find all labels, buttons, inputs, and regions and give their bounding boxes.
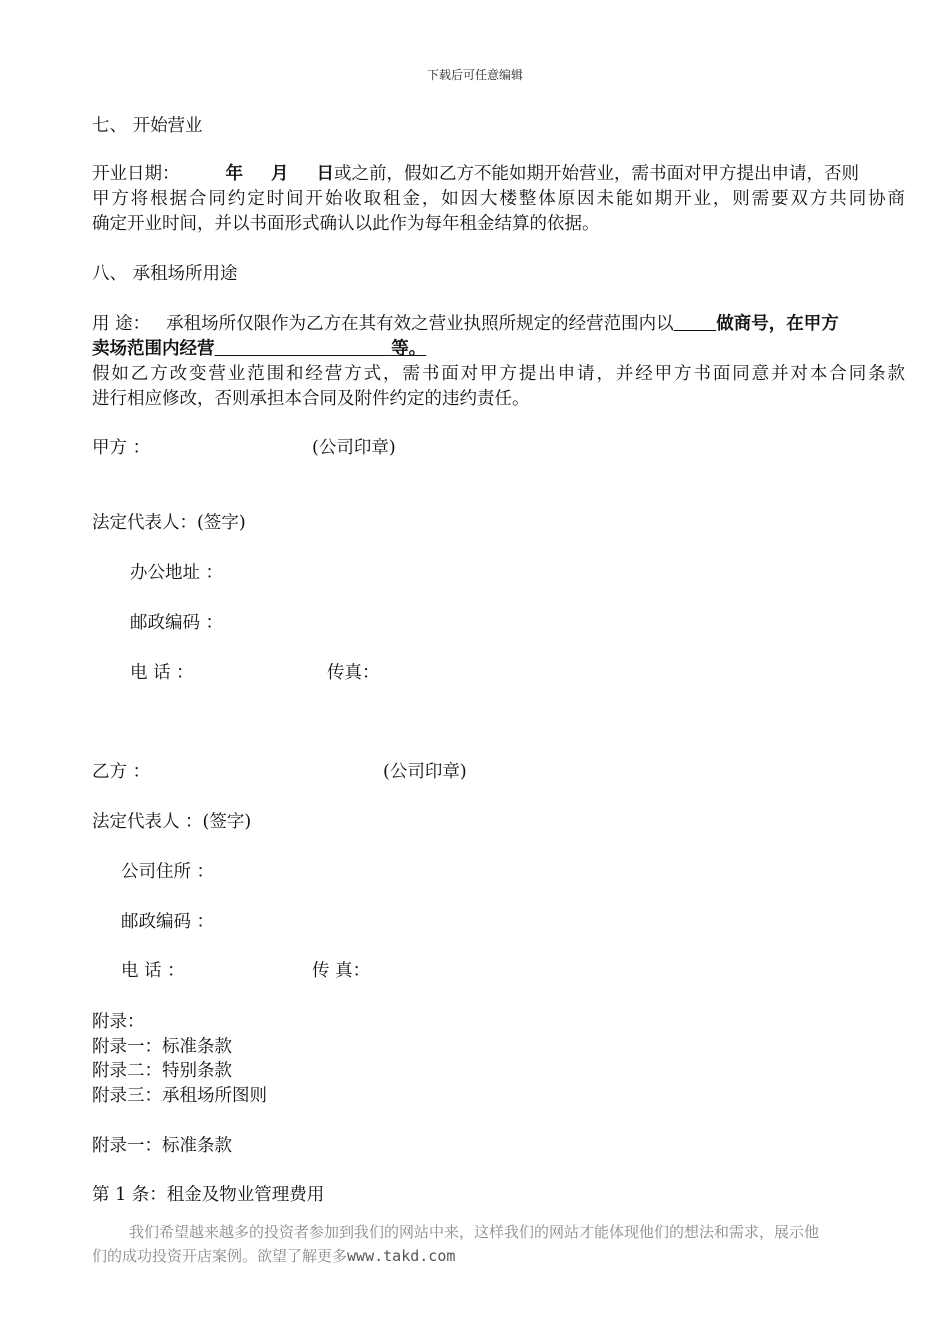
section-8-title: 八、 承租场所用途 [92, 264, 238, 284]
month-label: 月 [271, 164, 289, 184]
party-b-label: 乙方 ： [92, 762, 151, 782]
change-line-2: 进行相应修改，否则承担本合同及附件约定的违约责任。 [92, 389, 530, 409]
party-a-fax: 传真： [327, 663, 380, 683]
party-b-seal: (公司印章) [383, 762, 467, 782]
open-date-label: 开业日期： [92, 164, 180, 184]
usage-line-2 [92, 337, 426, 362]
open-date-line [92, 162, 905, 187]
appendix-item-3: 附录三：承租场所图则 [92, 1086, 267, 1106]
party-b-address: 公司住所 ： [121, 862, 215, 882]
party-a-postcode: 邮政编码 ： [130, 613, 224, 633]
party-a-rep: 法定代表人：(签字) [92, 513, 246, 533]
usage-line-1 [92, 312, 905, 337]
footer-url: www.takd.com [347, 1247, 456, 1265]
usage-bold-1: 做商号，在甲方 [716, 314, 839, 334]
usage-label: 用 途： [92, 314, 151, 334]
year-label: 年 [225, 164, 243, 184]
footer-line-2-text: 们的成功投资开店案例。欲望了解更多 [92, 1247, 348, 1265]
clause-1-title: 第 1 条：租金及物业管理费用 [92, 1185, 325, 1205]
party-b-rep: 法定代表人 ：(签字) [92, 812, 252, 832]
brand-blank [674, 314, 717, 334]
section-7-title: 七、 开始营业 [92, 116, 203, 136]
appendix-title: 附录： [92, 1012, 145, 1032]
party-b-postcode: 邮政编码 ： [121, 912, 215, 932]
appendix-item-2: 附录二：特别条款 [92, 1061, 232, 1081]
usage-text: 承租场所仅限作为乙方在其有效之营业执照所规定的经营范围内以 [166, 314, 674, 334]
party-a-phone: 电 话 ： [130, 663, 194, 683]
usage-bold-2: 卖场范围内经营 [92, 339, 215, 359]
header-note: 下载后可任意编辑 [426, 68, 523, 82]
appendix-item-1: 附录一：标准条款 [92, 1037, 232, 1057]
day-label: 日 [316, 164, 334, 184]
party-b-fax: 传 真： [312, 961, 371, 981]
usage-bold-end: 等。 [391, 339, 427, 359]
footer-line-2 [92, 1244, 905, 1269]
open-date-rest: 或之前，假如乙方不能如期开始营业，需书面对甲方提出申请，否则 [334, 164, 859, 184]
party-a-address: 办公地址 ： [130, 563, 224, 583]
appendix-heading: 附录一：标准条款 [92, 1136, 232, 1156]
scope-blank [215, 339, 392, 359]
party-a-seal: (公司印章) [312, 438, 396, 458]
party-b-phone: 电 话 ： [121, 961, 185, 981]
section-7-line-3: 确定开业时间，并以书面形式确认以此作为每年租金结算的依据。 [92, 214, 600, 234]
change-line-1: 假如乙方改变营业范围和经营方式，需书面对甲方提出申请，并经甲方书面同意并对本合同条款 [92, 364, 905, 384]
section-7-line-2: 甲方将根据合同约定时间开始收取租金，如因大楼整体原因未能如期开业，则需要双方共同协商 [92, 189, 905, 209]
footer-line-1: 我们希望越来越多的投资者参加到我们的网站中来，这样我们的网站才能体现他们的想法和需求，展示他 [129, 1223, 820, 1241]
party-a-label: 甲方 ： [92, 438, 151, 458]
